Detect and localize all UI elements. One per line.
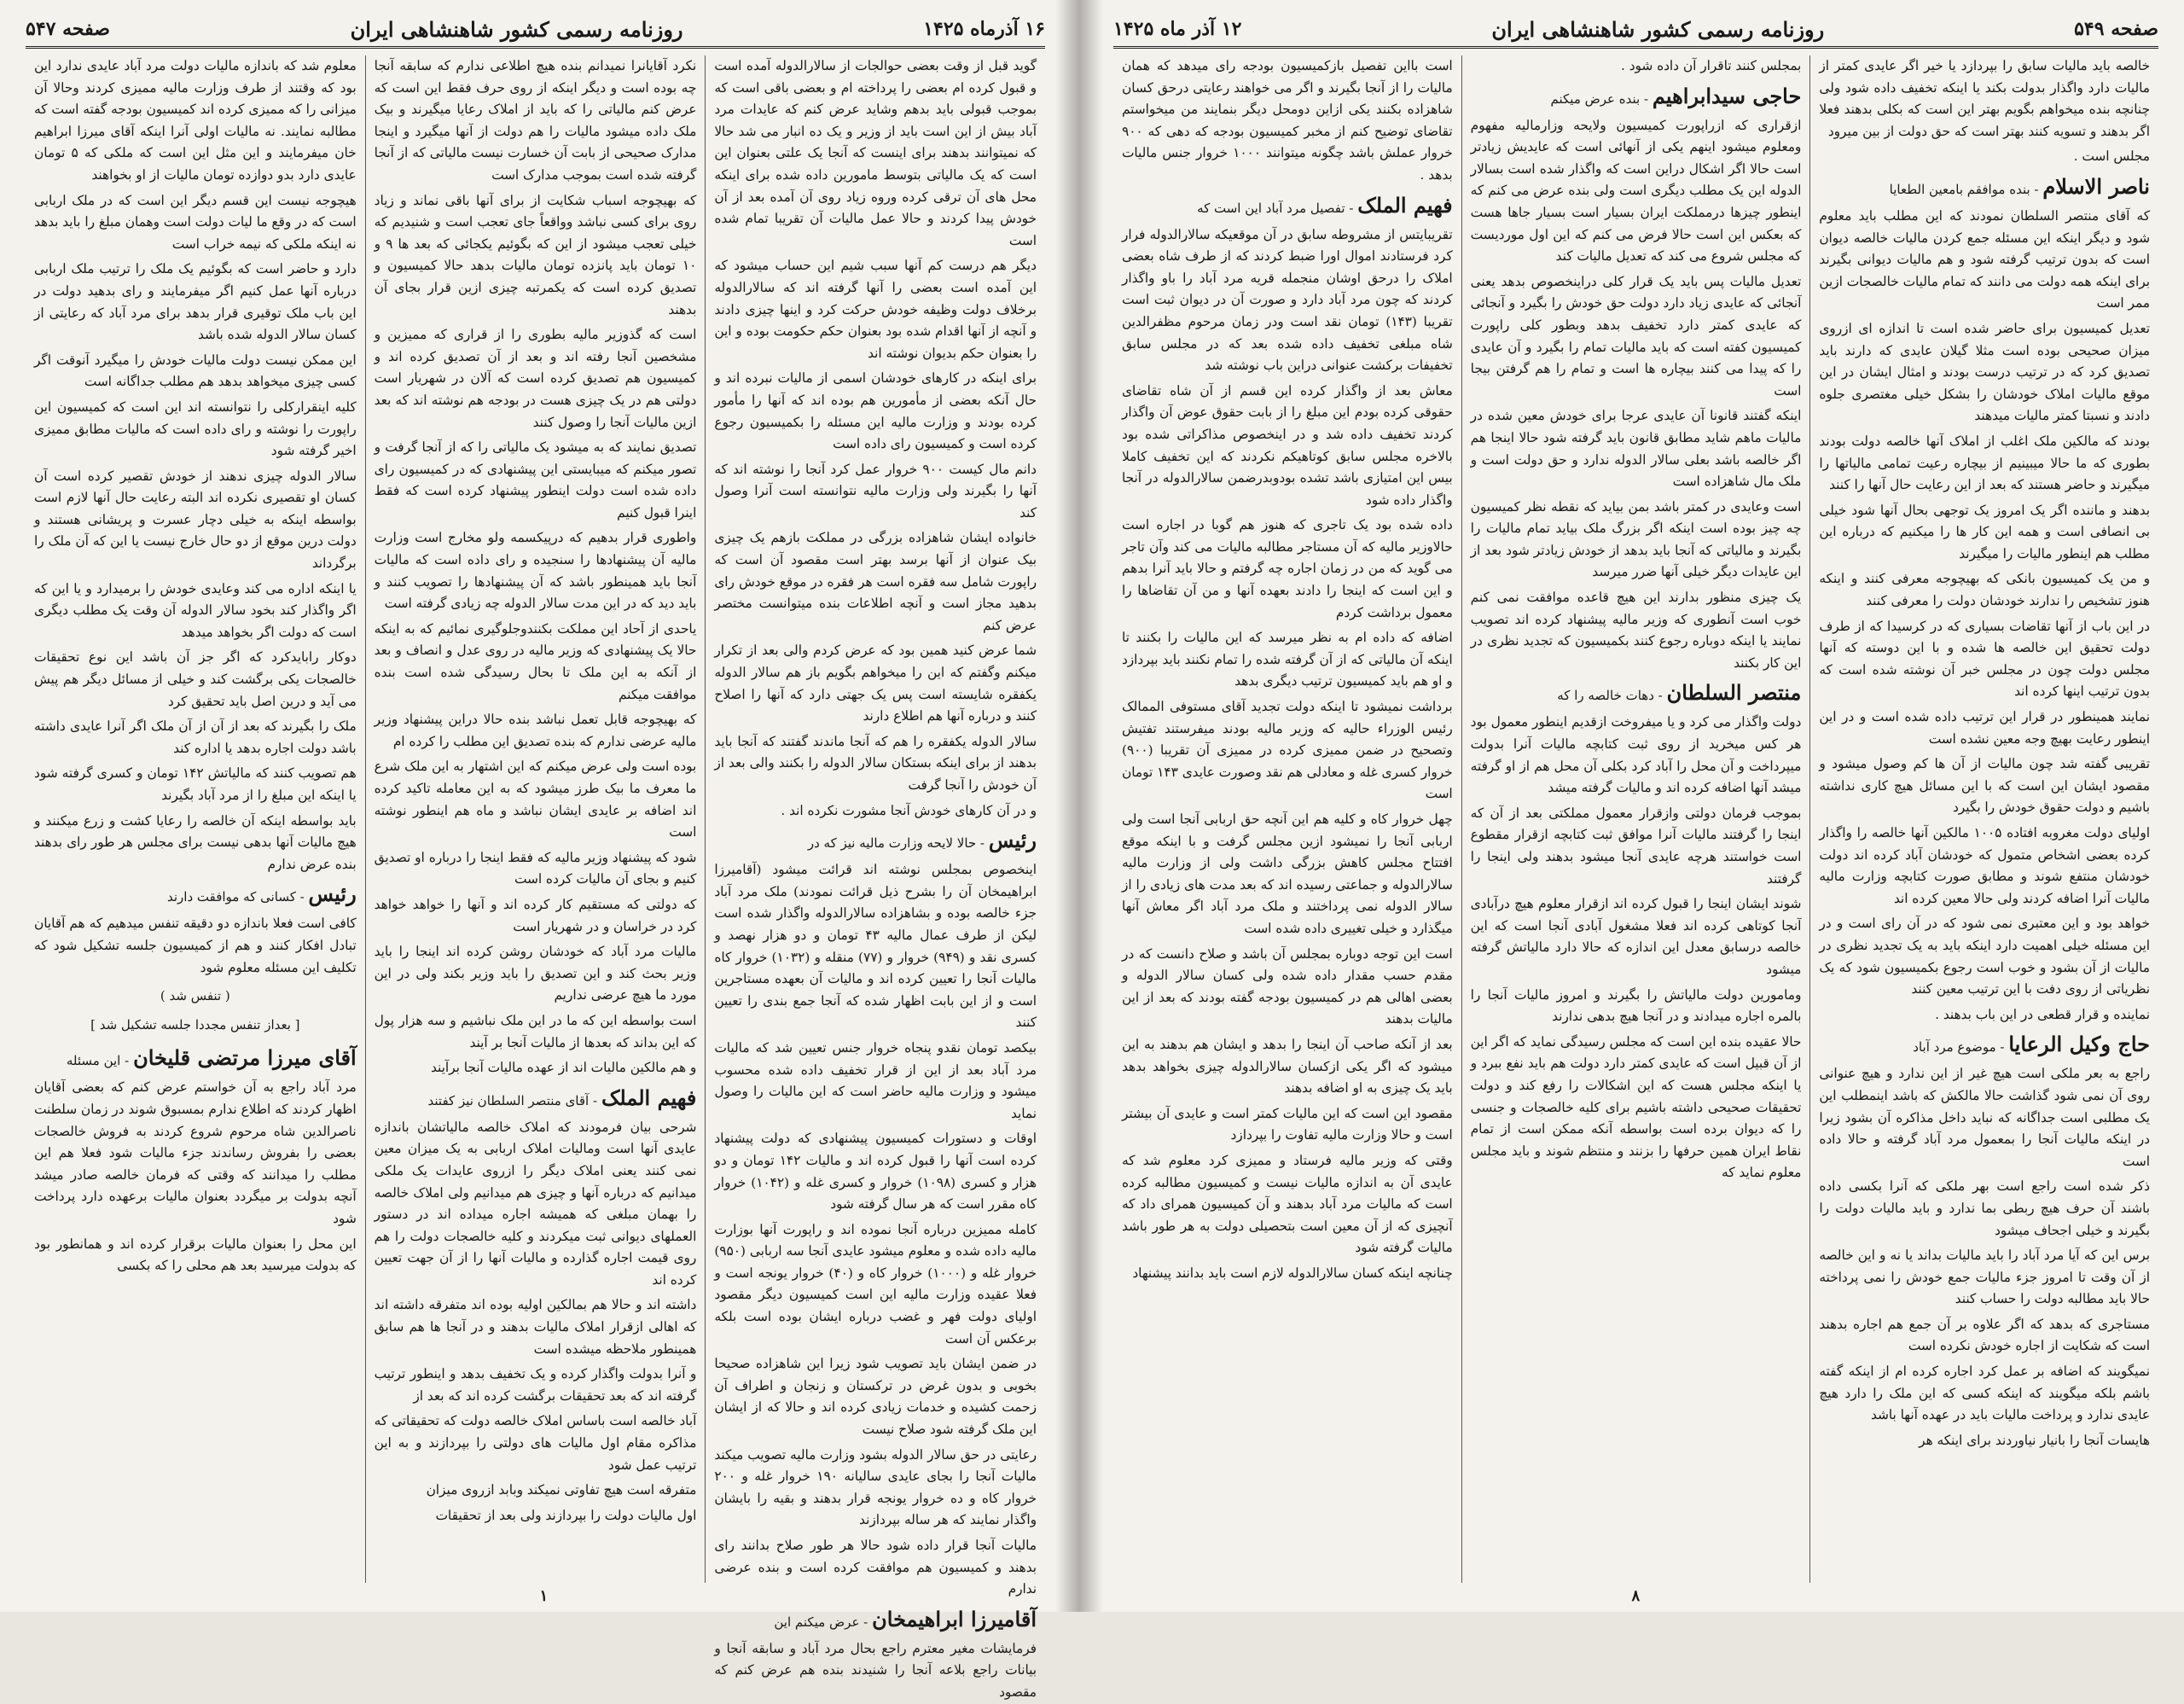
speaker-paragraph <box>1819 172 2150 202</box>
body-paragraph: چهل خروار کاه و کلیه هم این آنچه حق اربابی آنجا است ولی اربابی آنجا را نمیشود ازین مجلس گرفت و با اینکه موقع افتتاح مجلس کاهش بزرگی داشت ولی از وزارت مالیه سالارالدوله و جماعتی رسیده اند که بعد مدت های زیادی را از سالار الدوله نمی پرداختند و ملک مرد آباد اگر معاش آنها میگذارد و خیلی تغییری داده شده است <box>1121 811 1453 936</box>
body-paragraph: و در آن کارهای خودش آنجا مشورت نکرده اند . <box>781 802 1037 818</box>
speaker-intro-text: - بنده موافقم بامعین الطعایا <box>1889 181 2039 197</box>
text-column <box>26 55 365 1583</box>
speaker-paragraph <box>1471 678 1802 708</box>
body-paragraph: نماینده و قرار قطعی در این باب بدهند . <box>1935 1006 2150 1022</box>
body-paragraph: مجلس است . <box>2073 148 2150 165</box>
speaker-name: حاج وکیل الرعایا <box>2008 1032 2150 1057</box>
right-page-header <box>1113 12 2158 49</box>
body-paragraph: واطوری قرار بدهیم که درپیکسمه ولو مخارج است وزارت مالیه آن پیشنهادها را سنجیده و رای داده است که مالیات آنجا باید همینطور باشد که آن پیشنهادها را تصویب کنند و باید دید که در این مدت سالار الدوله چه زیادی گرفته است <box>374 530 697 612</box>
body-paragraph: دانم مال کیست ۹۰۰ خروار عمل کرد آنجا را نوشته اند که آنها را بگیرند ولی وزارت مالیه نتوانسته است آنرا وصول کند <box>714 461 1037 521</box>
body-paragraph: معاش بعد از واگذار کرده این قسم از آن شاه تقاضای حقوقی کرده بودم این مبلغ را از بابت حقوق عوض آن واگذار کردند تخفیف داده شد و در اینخصوص مذاکراتی شده بود بالاخره مجلس سابق کوتاهیکم نکردند که این تخفیف کاملا بیس این امتیازی باشد تشده بودوبدرضمن سالارالدوله در آنجا واگذار داده شود <box>1121 382 1453 508</box>
body-paragraph: تعدیل مالیات پس باید یک قرار کلی دراینخصوص بدهد یعنی آنجائی که عایدی زیاد دارد دولت حق خودش را بگیرد و آنجائی که عایدی کمتر دارد تخفیف بدهد وبطور کلی راپورت کمیسیون کفته است که باید مالیات تمام را بگیرد و آن عایدی را که پیدا می کنند بیچاره ها است و تمام را هم گرفتن بیجا است <box>1470 273 1802 398</box>
body-paragraph: اینخصوص بمجلس نوشته اند قرائت میشود (آقامیرزا ابراهیمخان آن را بشرح ذیل قرائت نمودند) ملک مرد آباد جزء خالصه بوده و بشاهزاده سالارالدوله واگذار شده است لیکن از طرف عمال مالیه ۴۳ تومان و دو هزار نهصد و کسری نقد و (۹۴۹) خروار و (۷۷) منقله و (۱۰۳۲) خروار کاه مالیات آنجا را تعیین کرده اند و مالیات آن بعهده مستاجرین است و از این بابت اظهار شده که آنجا جمع بندی را تعیین کنند <box>714 862 1037 1031</box>
left-page <box>0 0 1079 1700</box>
body-paragraph: ومامورین دولت مالیاتش را بگیرند و امروز مالیات آنجا را بالمره اجاره میدادند و در آنجا هیچ بدهی ندارند <box>1470 986 1802 1025</box>
header-title: روزنامه رسمی کشور شاهنشاهی ایران <box>350 16 683 42</box>
text-column <box>705 55 1045 1700</box>
speaker-intro-text: - عرض میکنم این <box>774 1614 868 1630</box>
body-paragraph: داده شده بود یک تاجری که هنوز هم گوبا در اجاره است حالاوزیر مالیه که آن مستاجر مطالبه مالیات می کند وآن تاجر می گوید که من در زمان اجاره چه گرفتم و حالا باید آنرا بدهم و این است که اینجا را دادند بعهده آنها و من آن تقاضاها را معمول برداشت کردم <box>1121 517 1453 620</box>
body-paragraph: اولیای دولت مغروبه افتاده ۱۰۰۵ مالکین آنها خالصه را واگذار کرده بعضی اشخاص متمول که خودشان آباد کرده اند دولت خودشان منتفع شوند و مطابق صورت کتابچه وزارت مالیه مالیات آنرا اضافه کردند ولی حالا معین کرده اند <box>1819 825 2150 906</box>
body-paragraph: خالصه باید مالیات سابق را بپردازد یا خیر اگر عایدی کمتر از مالیات دارد واگذار بدولت بکند یا اینکه تخفیف داده شود ولی چنانچه بنده میخواهم بگویم بهتر این است که بکلی بدهند فعلا اگر بدهند و تسویه کنند بهتر است که حق دولت از بین میرود <box>1819 58 2150 139</box>
body-paragraph: است که گذوزیر مالیه بطوری را از قراری که ممیزین و مشخصین آنجا رفته اند و بعد از آن تصدیق کرده اند و کمیسیون هم تصدیق کرده است که آلان در شهریار است دولتی هم در یک چیزی هست در بودجه هم نوشته اند که بعد ازین مالیات آنجا را وصول کنند <box>374 327 697 430</box>
body-paragraph: اضافه که داده ام به نظر میرسد که این مالیات را بکنند تا اینکه آن مالیاتی که از آن گرفته شده را تمام نکنند باید بپردازد و او هم باید کمیسیون ترتیب دیگری بدهد <box>1121 630 1453 689</box>
body-paragraph: تعدیل کمیسیون برای حاضر شده است تا اندازه ای ازروی میزان صحیحی بوده است مثلا گیلان عایدی که دارند باید تصدیق کرد که در ترتیب درست بودند و امثال ایشان در این موقع مالیات املاک خودشان را بشکل خیلی مغتصری جلوه دادند و نسبتا کمتر مالیات میدهند <box>1819 320 2150 424</box>
text-column <box>365 55 706 1583</box>
body-paragraph: شما عرض کنید همین بود که عرض کردم والی بعد از تکرار میکنم وگفتم که این را میخواهم بگویم باز هم سالار الدوله یکفقره شایسته است پس یک جهتی دارد که آنها را اصلاح کنند و درباره آنها هم اطلاع دارند <box>714 643 1037 724</box>
body-paragraph: معلوم شد که باندازه مالیات دولت مرد آباد عایدی ندارد این بود که وقتند از طرف وزارت مالیه ممیزی کردند وحالا آن میزانی را که ممیزی کرده اند کمیسیون بودجه گفته است که مطالبه نمایند. نه مالیات اولی آنرا اینکه آقای میرزا ابراهیم خان میفرمایند و این مثل این است که ملکی که ۵ تومان عایدی دارد بدو دوازده تومان مالیات از او بخواهند <box>33 58 357 183</box>
speaker-intro-text: - کسانی که موافقت دارند <box>167 889 305 905</box>
speaker-paragraph <box>375 1083 697 1114</box>
body-paragraph: که بهیچوجه اسباب شکایت از برای آنها باقی نماند و زیاد روی برای کسی نباشد وواقعاً جای تعجب است و شنیدیم که خیلی تعجب میشود از این که بگوئیم یکجائی که بعد ها ۹ و ۱۰ تومان باید پانزده تومان مالیات بدهد حالا کمیسیون و تصدیق کرده است که یکمرتبه چیزی ازین قرار بجای آن بدهند <box>374 192 697 317</box>
speaker-intro-text: - بنده عرض میکنم <box>1550 90 1649 107</box>
body-paragraph: خانواده ایشان شاهزاده بزرگی در مملکت بازهم یک چیزی بیک عنوان از آنها برسد بهتر است مقصود آن است که راپورت شامل سه فقره است هر فقره در موقع خودش رای بدهید مجاز است و آنچه اطلاعات بنده میتوانست مختصر عرض کنم <box>714 530 1037 633</box>
header-title: روزنامه رسمی کشور شاهنشاهی ایران <box>1491 16 1825 42</box>
body-paragraph: بمجلس کنند تاقرار آن داده شود . <box>1620 58 1802 73</box>
speaker-name: رئیس <box>988 828 1037 853</box>
body-paragraph: برداشت نمیشود تا اینکه دولت تجدید آقای مستوفی الممالک رئیس الوزراء حالیه که وزیر مالیه بودند میفرستند تفتیش وتصحیح در ضمن ممیزی کرده در ممیزی آن تقریبا (۹۰۰) خروار کسری غله و معادلی هم نقد وصورت عایدی ۱۴۳ تومان است <box>1121 699 1453 802</box>
session-note: ( تنفس شد ) <box>160 988 230 1004</box>
body-paragraph: و هم مالکین مالیات اند از عهده مالیات آنجا برآیند <box>431 1060 697 1076</box>
body-paragraph: کافی است فعلا باندازه دو دقیقه تنفس میدهیم که هم آقایان تبادل افکار کنند و هم از کمیسیون جلسه تشکیل شود که تکلیف این مسئله معلوم شود <box>33 916 357 975</box>
speaker-paragraph <box>714 825 1037 856</box>
body-paragraph: آباد خالصه است باساس املاک خالصه دولت که تحقیقاتی که مذاکره مقام اول مالیات های دولتی را بپردازند و به این ترتیب عمل شود <box>374 1413 697 1473</box>
gutter-shadow <box>1079 0 1103 1612</box>
body-paragraph: و آنرا بدولت واگذار کرده و یک تخفیف بدهد و اینطور ترتیب گرفته اند که بعد تحقیقات برگشت کرده اند که بعد از <box>374 1366 697 1404</box>
body-paragraph: بدهند و ماننده اگر یک امروز یک توجهی بحال آنها شود خیلی بی انصافی است و همه این کار ها را میکنیم که درباره این مطلب هم اینطور مالیات را میگیرند <box>1819 502 2150 561</box>
body-paragraph: دیگر هم درست کم آنها سبب شیم این حساب میشود که این آمده است بعضی را آنها گرفته اند که سالارالدوله برخلاف دولت وظیفه خودش حرکت کرد و اینها چیزی دادند و آنچه از آنها اقدام شده بود بعنوان حکم حکومت بوده و این را بعنوان حکم بدیوان نوشته اند <box>714 258 1037 361</box>
body-paragraph: شوند ایشان اینجا را قبول کرده اند ازقرار معلوم هیچ درآبادی آنجا کوتاهی کرده اند فعلا مشغول آبادی آنجا است که این خالصه درسابق معدل این اندازه که حالا دارد مالیاتش گرفته میشود <box>1470 896 1802 977</box>
body-paragraph: مرد آباد راجع به آن خواستم عرض کنم که بعضی آقایان اظهار کردند که اطلاع ندارم بمسبوق شوند در زمان سلطنت ناصرالدین شاه مرحوم شروع کردند به فروش خالصجات بعضی را بفروش رساندند جزء مالیات شود فعلا هم این مطلب را میدانند که وقتی که فرمان خالصه صادر میشد آنچه بدولت بر میگردد بعنوان مالیات برعهده دارد پرداخت شود <box>33 1079 357 1226</box>
header-date: ۱۶ آذرماه ۱۴۲۵ <box>923 18 1045 40</box>
speaker-name: حاجی سیدابراهیم <box>1652 83 1802 108</box>
body-paragraph: داشته اند و حالا هم بمالکین اولیه بوده اند متفرقه داشته اند که اهالی ازقرار املاک مالیات بدهند و در آنجا ها هم سابق همینطور ملاحظه میشده است <box>374 1297 697 1357</box>
body-paragraph: است بااین تفصیل بازکمیسیون بودجه رای میدهد که همان مالیات را از آنجا بگیرند و اگر می خواهند رعایتی درحق کسان شاهزاده بکنند یکی ازاین دومحل دیگر بنمایند من میخواستم تقاضای توضیح کنم از مخبر کمیسیون بودجه که دهی که ۹۰۰ خروار عملش باشد چگونه میتوانند ۱۰۰۰ خروار جنس مالیات بدهد . <box>1121 58 1453 183</box>
body-paragraph: دولت واگذار می کرد و یا میفروخت ازقدیم اینطور معمول بود هر کس میخرید از روی ثبت کتابچه مالیات آنرا بدولت میپرداخت و آن محل را آباد کرد بکلی آن محل هم از او گرفته میشد آنها اضافه کرده اند و مالیات گرفته میشد <box>1470 714 1802 796</box>
speaker-intro-text: - آقای منتصر السلطان نیز کفتند <box>427 1092 598 1108</box>
speaker-name: آقامیرزا ابراهیمخان <box>872 1606 1037 1631</box>
body-paragraph: بموجب فرمان دولتی وازقرار معمول مملکتی بعد از آن که اینجا را گرفتند مالیات آنرا موافق ثبت کتابچه ازقرار مقطوع است خواستند هرچه عایدی آنجا میشود بدهند ولی اینجا را گرفتند <box>1470 805 1802 887</box>
body-paragraph: متفرقه است هیچ تفاوتی نمیکند وبابد ازروی میزان <box>426 1482 697 1498</box>
speaker-name: منتصر السلطان <box>1666 680 1802 706</box>
body-paragraph: گوید قبل از وقت بعضی حوالجات از سالارالدوله آمده است و قبول کرده ام بعضی را پرداخته ام و بعضی باقی است که بموجب قبولی باید بدهم وشاید عرض کنم که عایدات مرد آباد بیش از این است باید از وزیر و یک ده انبار می شد حالا که نمیتوانند بدهند برای اینست که آنجا یک علتی بعنوان این است که یک مالیاتی بتوسط مامورین داده شده برای اینکه محل های آن ترقی کرده وروه زیاد روی آن آمده بعد از آن خودش پیدا کردند و حالا عمل مالیات آن تقریبا تمام شده است <box>714 58 1037 248</box>
speaker-name: آقای میرزا مرتضی قلیخان <box>133 1045 357 1071</box>
body-paragraph: که آقای منتصر السلطان نمودند که این مطلب باید معلوم شود و دیگر اینکه این مسئله جمع کردن مالیات خالصه دیوان است که بدون ترتیب گرفته شود و هم مالیات دیوانی بگیرند برای اینکه همه دولت می دانند که تمام مالیات خالصجات ازین ممر است <box>1819 207 2150 311</box>
body-paragraph: تقریبایتس از مشروطه سابق در آن موقعیکه سالارالدوله فرار کرد فرستادند اموال اورا ضبط کردند که از طرف شاه بعضی املاک را درحق اوشان منجمله قریه مرد آباد را باو واگذار کردند که چون مرد آباد دارد و صورت آن در دیوان ثبت است تقریبا (۱۴۳) تومان نقد است ودر زمان مرحوم مظفرالدین شاه مبلغی تخفیف داده شده بعد که در مجلس سابق تخفیفات برکشت عنوانی دراین باب نوشته شد <box>1121 226 1453 374</box>
speaker-paragraph <box>34 1043 357 1073</box>
body-paragraph: یا اینکه اداره می کند وعایدی خودش را برمیدارد و یا این که اگر واگذار کند بخود سالار الدوله آن وقت یک مطلب دیگری است که دولت اگر بخواهد میدهد <box>33 580 357 640</box>
right-page-columns <box>1113 55 2158 1583</box>
body-paragraph: که دولتی که مستقیم کار کرده اند و آنها را خواهد خواهد کرد در خراسان و در شهریار است <box>374 896 697 934</box>
body-paragraph: کامله ممیزین درباره آنجا نموده اند و راپورت آنها بوزارت مالیه داده شده و معلوم میشود عایدی آنجا سه اربابی (۹۵۰) خروار غله و (۱۰۰۰) خروار کاه و (۴۰) خروار یونجه است و فعلا عقیده وزارت مالیه این است کمیسیون دیگر مقصود اولیای دولت فهر و غضب درباره ایشان بوده است بلکه برعکس آن است <box>714 1221 1037 1346</box>
body-paragraph: نمایند همینطور در قرار این ترتیب داده شده است و در این اینطور رعایت بهیچ وجه معین نشده است <box>1819 709 2150 747</box>
body-paragraph: نمیگویند که اضافه بر عمل کرد اجاره کرده ام از اینکه گفته باشم بلکه میگویند که اینکه کسی که این ملک را دارد هیچ عایدی ندارد و پرداخت مالیات باید در عهده آنها باشد <box>1819 1364 2150 1423</box>
speaker-paragraph <box>1819 1029 2150 1060</box>
body-paragraph: فرمایشات مغیر معترم راجع بحال مرد آباد و سابقه آنجا و بیانات راجع بلاعه آنجا را شنیدند بنده هم عرض کنم که مقصود <box>714 1640 1037 1700</box>
header-page-label: صفحه ۵۴۷ <box>26 18 110 40</box>
speaker-name: ناصر الاسلام <box>2042 173 2150 199</box>
body-paragraph: سالار الدوله یکفقره را هم که آنجا ماندند گفتند که آنجا باید بدهند از برای اینکه بستکان سالار الدوله را بکنند والی بعد از آن خودش را آنجا گرفت <box>714 733 1037 793</box>
body-paragraph: یاحدی از آحاد این مملکت بکنندوجلوگیری نمائیم که به اینکه حالا یک پیشنهادی که وزیر مالیه در روی عدل و انصاف و بعد از آنکه به این ملک تا بحال رسیدگی شده است بنده موافقت میکنم <box>374 620 697 702</box>
body-paragraph: کلیه اینقرارکلی را نتوانسته اند این است که کمیسیون این راپورت را نوشته و رای داده است که مالیات مطابق ممیزی اخیر گرفته شود <box>33 398 357 459</box>
body-paragraph: این محل را بعنوان مالیات برقرار کرده اند و همانطور بود که بدولت میرسید بعد هم محلی را که بکسی <box>33 1236 357 1274</box>
body-paragraph: است این توجه دوباره بمجلس آن باشد و صلاح دانست که در مقدم حسب مقدار داده شده ولی کسان سالار الدوله و بعضی اهالی هم در کمیسیون بودجه گفته بودند که بعد از این مالیات بدهند <box>1121 945 1453 1027</box>
right-page <box>1079 0 2184 1612</box>
speaker-paragraph <box>714 1604 1037 1635</box>
speaker-intro-text: - دهات خالصه را که <box>1557 688 1663 704</box>
body-paragraph: باید بواسطه اینکه آن خالصه را رعایا کشت و زرع میکنند و هیچ مالیات آنها بدهی نیست برای مجلس هر طور رای بدهند بنده عرض ندارم <box>33 812 357 872</box>
body-paragraph: در ضمن ایشان باید تصویب شود زیرا این شاهزاده صحیحا بخوبی و بدون غرض در ترکستان و زنجان و اطراف آن زحمت کشیده و خدمات زیادی کرده اند و حالا که از ایشان این ملک گرفته شود صلاح نیست <box>714 1356 1037 1438</box>
body-paragraph: خواهد بود و این معتبری نمی شود که در آن رای است و در این مسئله خیلی اهمیت دارد اینکه باید به یک تجدید نظری در مالیات از آن بشود و خوب است رجوع بکمیسیون شود که یک نظریاتی از روی دفت با این ترتیب معین کنند <box>1819 916 2150 997</box>
speaker-intro-text: - موضوع مرد آباد <box>1913 1039 2005 1056</box>
speaker-paragraph <box>1471 81 1802 112</box>
body-paragraph: مقصود این است که این مالیات کمتر است و عایدی آن بیشتر است و حالا وزارت مالیه تفاوت را بپردازد <box>1121 1105 1453 1143</box>
left-page-columns <box>26 55 1045 1700</box>
left-page-header <box>26 12 1045 49</box>
text-column <box>1113 55 1461 1583</box>
text-column <box>1809 55 2158 1583</box>
body-paragraph: مالیات مرد آباد که خودشان روشن کرده اند اینجا را باید وزیر بحث کند و این تصدیق را باید وزیر بکند ولی در این مورد ما هیچ عرضی نداریم <box>374 944 697 1003</box>
body-paragraph: بودند که مالکین ملک اغلب از املاک آنها خالصه دولت بودند بطوری که ما حالا میبینیم از بیچاره رعیت تمامی مالیاتها را میگیرند و حاضر هستند که بعد از این رعایت حال آنها را کنند <box>1819 433 2150 493</box>
body-paragraph: در این باب از آنها تقاضات بسیاری که در کرسیدا که از طرف دولت تحقیق این خالصه ها شده و با این دوسته که آنها مجلس دولت چون در مجلس خبر آن نوشته شده است که بدون ترتیب اینها کرده اند <box>1819 618 2150 700</box>
body-paragraph: وقتی که وزیر مالیه فرستاد و ممیزی کرد معلوم شد که عایدی آن به اندازه مالیات نیست و کمیسیون مطالبه کرده است که مالیات مرد آباد بدهند و آن کمیسیون همرای داد که آنچیزی که از آن معین است بتحصیلی دولت به هر طور باشد مالیات گرفته شود <box>1121 1152 1453 1256</box>
page-number: ۱ <box>539 1587 549 1605</box>
body-paragraph: نکرد آقایانرا نمیدانم بنده هیچ اطلاعی ندارم که سابقه آنجا چه بوده است و دیگر اینکه از روی حرف فقط این است که عرض کنم مالیاتی را که باید از املاک رعایا میگیرند و بیک ملک داده میشود مالیات را هم دولت از آنها میگیرد و اینجا مدارک صحیحی از بابت آن خسارت نیست مالیاتی که از آنجا گرفته شده است بموجب مدارک است <box>374 58 697 183</box>
body-paragraph: بیکصد تومان نقدو پنجاه خروار جنس تعیین شد که مالیات مرد آباد بعد از این از قرار تخفیف داده شده محسوب میشود و وزارت مالیه حاضر است که این مالیات را وصول نماید <box>714 1039 1037 1121</box>
body-paragraph: مالیات آنجا قرار داده شود حالا هر طور صلاح بدانند رای بدهند و کمیسیون هم موافقت کرده است و بنده عرضی ندارم <box>714 1538 1037 1597</box>
body-paragraph: شرحی بیان فرمودند که املاک خالصه مالیاتشان باندازه عایدی آنها است ومالیات املاک اربابی به یک میزان معین نمی کنند یعنی املاک دیگر را ازروی عایدات یک ملکی میدانیم که درباره آنها و چیزی هم میدانیم ولی املاک خالصه را بهمان مبلغی که همیشه اجاره میداده اند در دستور العملهای دیوانی ثبت میکردند و کلیه خالصجات دولت را هم روی قیمت اجاره گذارده و مالیات آنها را از آن جهت تعیین کرده اند <box>374 1119 697 1288</box>
body-paragraph: تقریبی گفته شد چون مالیات از آن ها کم وصول میشود و مقصود ایشان این است که با این مسائل هیچ کاری نداشته باشیم و دولت حقوق خودش را بگیرد <box>1819 756 2150 816</box>
gutter-shadow <box>1055 0 1079 1612</box>
body-paragraph: حالا عقیده بنده این است که مجلس رسیدگی نماید که اگر این از آن قبیل است که عایدی کمتر دارد دولت هم باید نفع ببرد و یا اینکه مجلس هست که این اشکالات را رفع کند و دولت تحقیقات صحیحی داشته باشیم برای کلیه خالصجات و جنسی را که دیوان برده است بواسطه آنکه ممکن است از تمام نقاط ایران همین حرفها را بزنند و منتظم شوند و باید مجلس معلوم نماید که <box>1470 1033 1802 1181</box>
speaker-intro-text: - این مسئله <box>66 1053 130 1069</box>
body-paragraph: راجع به بعر ملکی است هیچ غیر از این ندارد و هیچ عنوانی روی آن نمی شود گذاشت حالا مالکش که باشد اینمطلب این یک مطلبی است جداگانه که نباید داخل مذاکره آن بشود زیرا در اینکه مالیات آنجا را بمعمول مرد آباد گرفته و حالا داده است <box>1819 1066 2150 1169</box>
body-paragraph: این ممکن نیست دولت مالیات خودش را میگیرد آنوقت اگر کسی چیزی میخواهد بدهد هم مطلب جداگانه است <box>33 352 357 390</box>
body-paragraph: چنانچه اینکه کسان سالارالدوله لازم است باید بدانند پیشنهاد <box>1132 1265 1453 1281</box>
body-paragraph: ازقراری که ازراپورت کمیسیون ولایحه وزارمالیه مفهوم ومعلوم میشود اینهم یکی از آنهائی است که عایدیش زیادتر است حالا اگر اشکال دراین است که واگذار شده است بسالار الدوله این یک مطلب دیگری است ولی بنده عرض می کنم که اینطور چیزها درمملکت ایران بسیار است بسیار جاها هست که بعکس این است حالا فرض می کنم که این اول موردیست که مجلس شروع می کند که تعدیل مالیات کند <box>1470 117 1802 265</box>
body-paragraph: سالار الدوله چیزی ندهند از خودش تقصیر کرده است آن کسان او تقصیری نکرده اند البته رعایت حال آنها لازم است بواسطه اینکه به خیلی دچار عسرت و پریشانی هستند و دولت درین موقع از دو حال خارج نیست یا این که آن ملک را برگرداند <box>33 468 357 572</box>
body-paragraph: اینکه گفتند قانونا آن عایدی عرجا برای خودش معین شده در مالیات ماهم شاید مطابق قانون باید گرفته شود حالا اینجا هم اگر خالصه باشد بعلی سالار الدوله ندارد و حق دولت است و ملک مال شاهزاده است <box>1470 408 1802 490</box>
speaker-paragraph <box>34 879 357 910</box>
body-paragraph: هیچوجه نیست این قسم دیگر این است که در ملک اربابی است که در وقع ما لیات دولت است وهمان مبلغ را باید بدهد نه اینکه ملکی که نیمه خراب است <box>33 192 357 252</box>
body-paragraph: برس این که آیا مرد آباد را باید مالیات بداند یا نه و این خالصه از آن وقت تا امروز جزء مالیات جمع خودش را نمی پرداخته حالا باید مطالبه دولت را حساب کنند <box>1819 1247 2150 1307</box>
body-paragraph: دارد و حاضر است که بگوئیم یک ملک را ترتیب ملک اربابی درباره آنها عمل کنیم اگر میفرمایند و رای بدهید دولت در این باب ملک توقیری قرار بدهد برای مرد آباد که رعایتی از کسان سالار الدوله شده باشد <box>33 261 357 343</box>
body-paragraph: یک چیزی منظور بدارند این هیچ قاعده موافقت نمی کنم خوب است آنطوری که وزیر مالیه پیشنهاد کرده اند تصویب نمایند یا اینکه دوباره رجوع کنند بکمیسیون که تجدید نظری در این کار بکنند <box>1470 590 1802 671</box>
body-paragraph: برای اینکه در کارهای خودشان اسمی از مالیات نبرده اند و حال آنکه بعضی از مأمورین هم بوده اند که آنها را مأمور کرده بودند و وزارت مالیه این مسئله را بکمیسیون رجوع کرده است و کمیسیون رای داده است <box>714 370 1037 452</box>
speaker-paragraph <box>1122 190 1453 221</box>
body-paragraph: بوده است ولی عرض میکنم که این اشتهار به این ملک شرع ما معرف ما بیک طرز میشود که به این معامله تاکید کرده اند اضافه بر عایدی ایشان نباشد و ماه هم اینطور نوشته است <box>374 759 697 840</box>
speaker-name: فهیم الملک <box>601 1085 697 1110</box>
body-paragraph: تصدیق نمایند که به میشود یک مالیاتی را که از آنجا گرفت و تصور میکنم که میبایستی این پیشنهادی که در کمیسیون رای داده شده است دولت اینطور پیشنهاد کرده است که فقط اینرا قبول کنیم <box>374 439 697 521</box>
text-column <box>1461 55 1810 1583</box>
body-paragraph: و من یک کمیسیون بانکی که بهیچوجه معرفی کنند و اینکه هنوز تشخیص را ندارند خودشان دولت را معرفی کنند <box>1819 571 2150 609</box>
body-paragraph: هم تصویب کنند که مالیاتش ۱۴۲ تومان و کسری گرفته شود یا اینکه این مبلغ را از مرد آباد بگیرند <box>33 765 357 803</box>
speaker-intro-text: - حالا لایحه وزارت مالیه نیز که در <box>807 835 985 852</box>
body-paragraph: هایسات آنجا را بانیار نیاوردند برای اینکه هر <box>1919 1432 2150 1448</box>
session-note: [ بعداز تنفس مجددا جلسه تشکیل شد ] <box>90 1016 300 1032</box>
body-paragraph: ذکر شده است راجع است بهر ملکی که آنرا بکسی داده باشند آن حرف هیچ ربطی بما ندارد و باید مالیات دولت را بگیرند و خیلی اجحاف میشود <box>1819 1178 2150 1238</box>
body-paragraph: دوکار رابایدکرد که اگر جز آن باشد این نوع تحقیقات خالصجات یکی برگشت کند و خیلی از مسائل دیگر هم پیش می آید و درین اصل باید تحقیق کرد <box>33 649 357 709</box>
page-number: ۸ <box>1631 1587 1641 1605</box>
speaker-intro-text: - تفصیل مرد آباد این است که <box>1197 200 1354 216</box>
header-date: ۱۲ آذر ماه ۱۴۲۵ <box>1113 18 1242 40</box>
speaker-name: رئیس <box>308 881 357 907</box>
body-paragraph: بعد از آنکه صاحب آن اینجا را بدهد و ایشان هم بدهند به این میشود که اگر یکی ازکسان سالارالدوله چیزی بخواهد بدهد باید یک چیزی به او اضافه بدهند <box>1121 1036 1453 1096</box>
body-paragraph: اول مالیات دولت را بپردازند ولی بعد از تحقیقات <box>435 1507 697 1523</box>
body-paragraph: که بهیچوجه قابل تعمل نباشد بنده حالا دراین پیشنهاد وزیر مالیه عرضی ندارم که بنده تصدیق این مطلب را کرده ام <box>374 712 697 749</box>
body-paragraph: ملک را بگیرند که بعد از آن از آن ملک اگر آنرا عایدی داشته باشد دولت اجاره بدهد یا اداره کند <box>33 718 357 756</box>
speaker-name: فهیم الملک <box>1357 192 1453 218</box>
body-paragraph: شود که پیشنهاد وزیر مالیه که فقط اینجا را درباره او تصدیق کنیم و بجای آن مالیات کرده است <box>374 849 697 887</box>
body-paragraph: است بواسطه این که ما در این ملک نباشیم و سه هزار پول که این بداند که بعدها از مالیات آنجا بر آیند <box>374 1012 697 1050</box>
body-paragraph: است وعایدی در کمتر باشد بمن بیاید که نقطه نظر کمیسیون چه چیز بوده است اینکه اگر بزرگ ملک بیاید تمام مالیات را بگیرند و مالیاتی که آنجا باید بدهد از خودش زیادتر شود بعد از این عایدات دیگر خیلی آنها ضرر میرسد <box>1470 498 1802 580</box>
header-page-label: صفحه ۵۴۹ <box>2074 18 2158 40</box>
body-paragraph: رعایتی در حق سالار الدوله بشود وزارت مالیه تصویب میکند مالیات آنجا را بجای عایدی سالیانه ۱۹۰ خروار غله و ۲۰۰ خروار کاه و ده خروار یونجه قرار بدهند و بقیه را بایشان واگذار نمایند که هر ساله بپردازند <box>714 1446 1037 1528</box>
body-paragraph: مستاجری که بدهد که اگر علاوه بر آن جمع هم اجاره بدهند است که شکایت از اجاره خودش نکرده است <box>1819 1316 2150 1354</box>
body-paragraph: اوقات و دستورات کمیسیون پیشنهادی که دولت پیشنهاد کرده است آنها را قبول کرده اند و مالیات ۱۴۲ تومان و دو هزار و کسری (۱۰۹۸) خروار و کسری غله و (۱۰۴۲) خروار کاه مقرر است که هر سال گرفته شود <box>714 1131 1037 1213</box>
